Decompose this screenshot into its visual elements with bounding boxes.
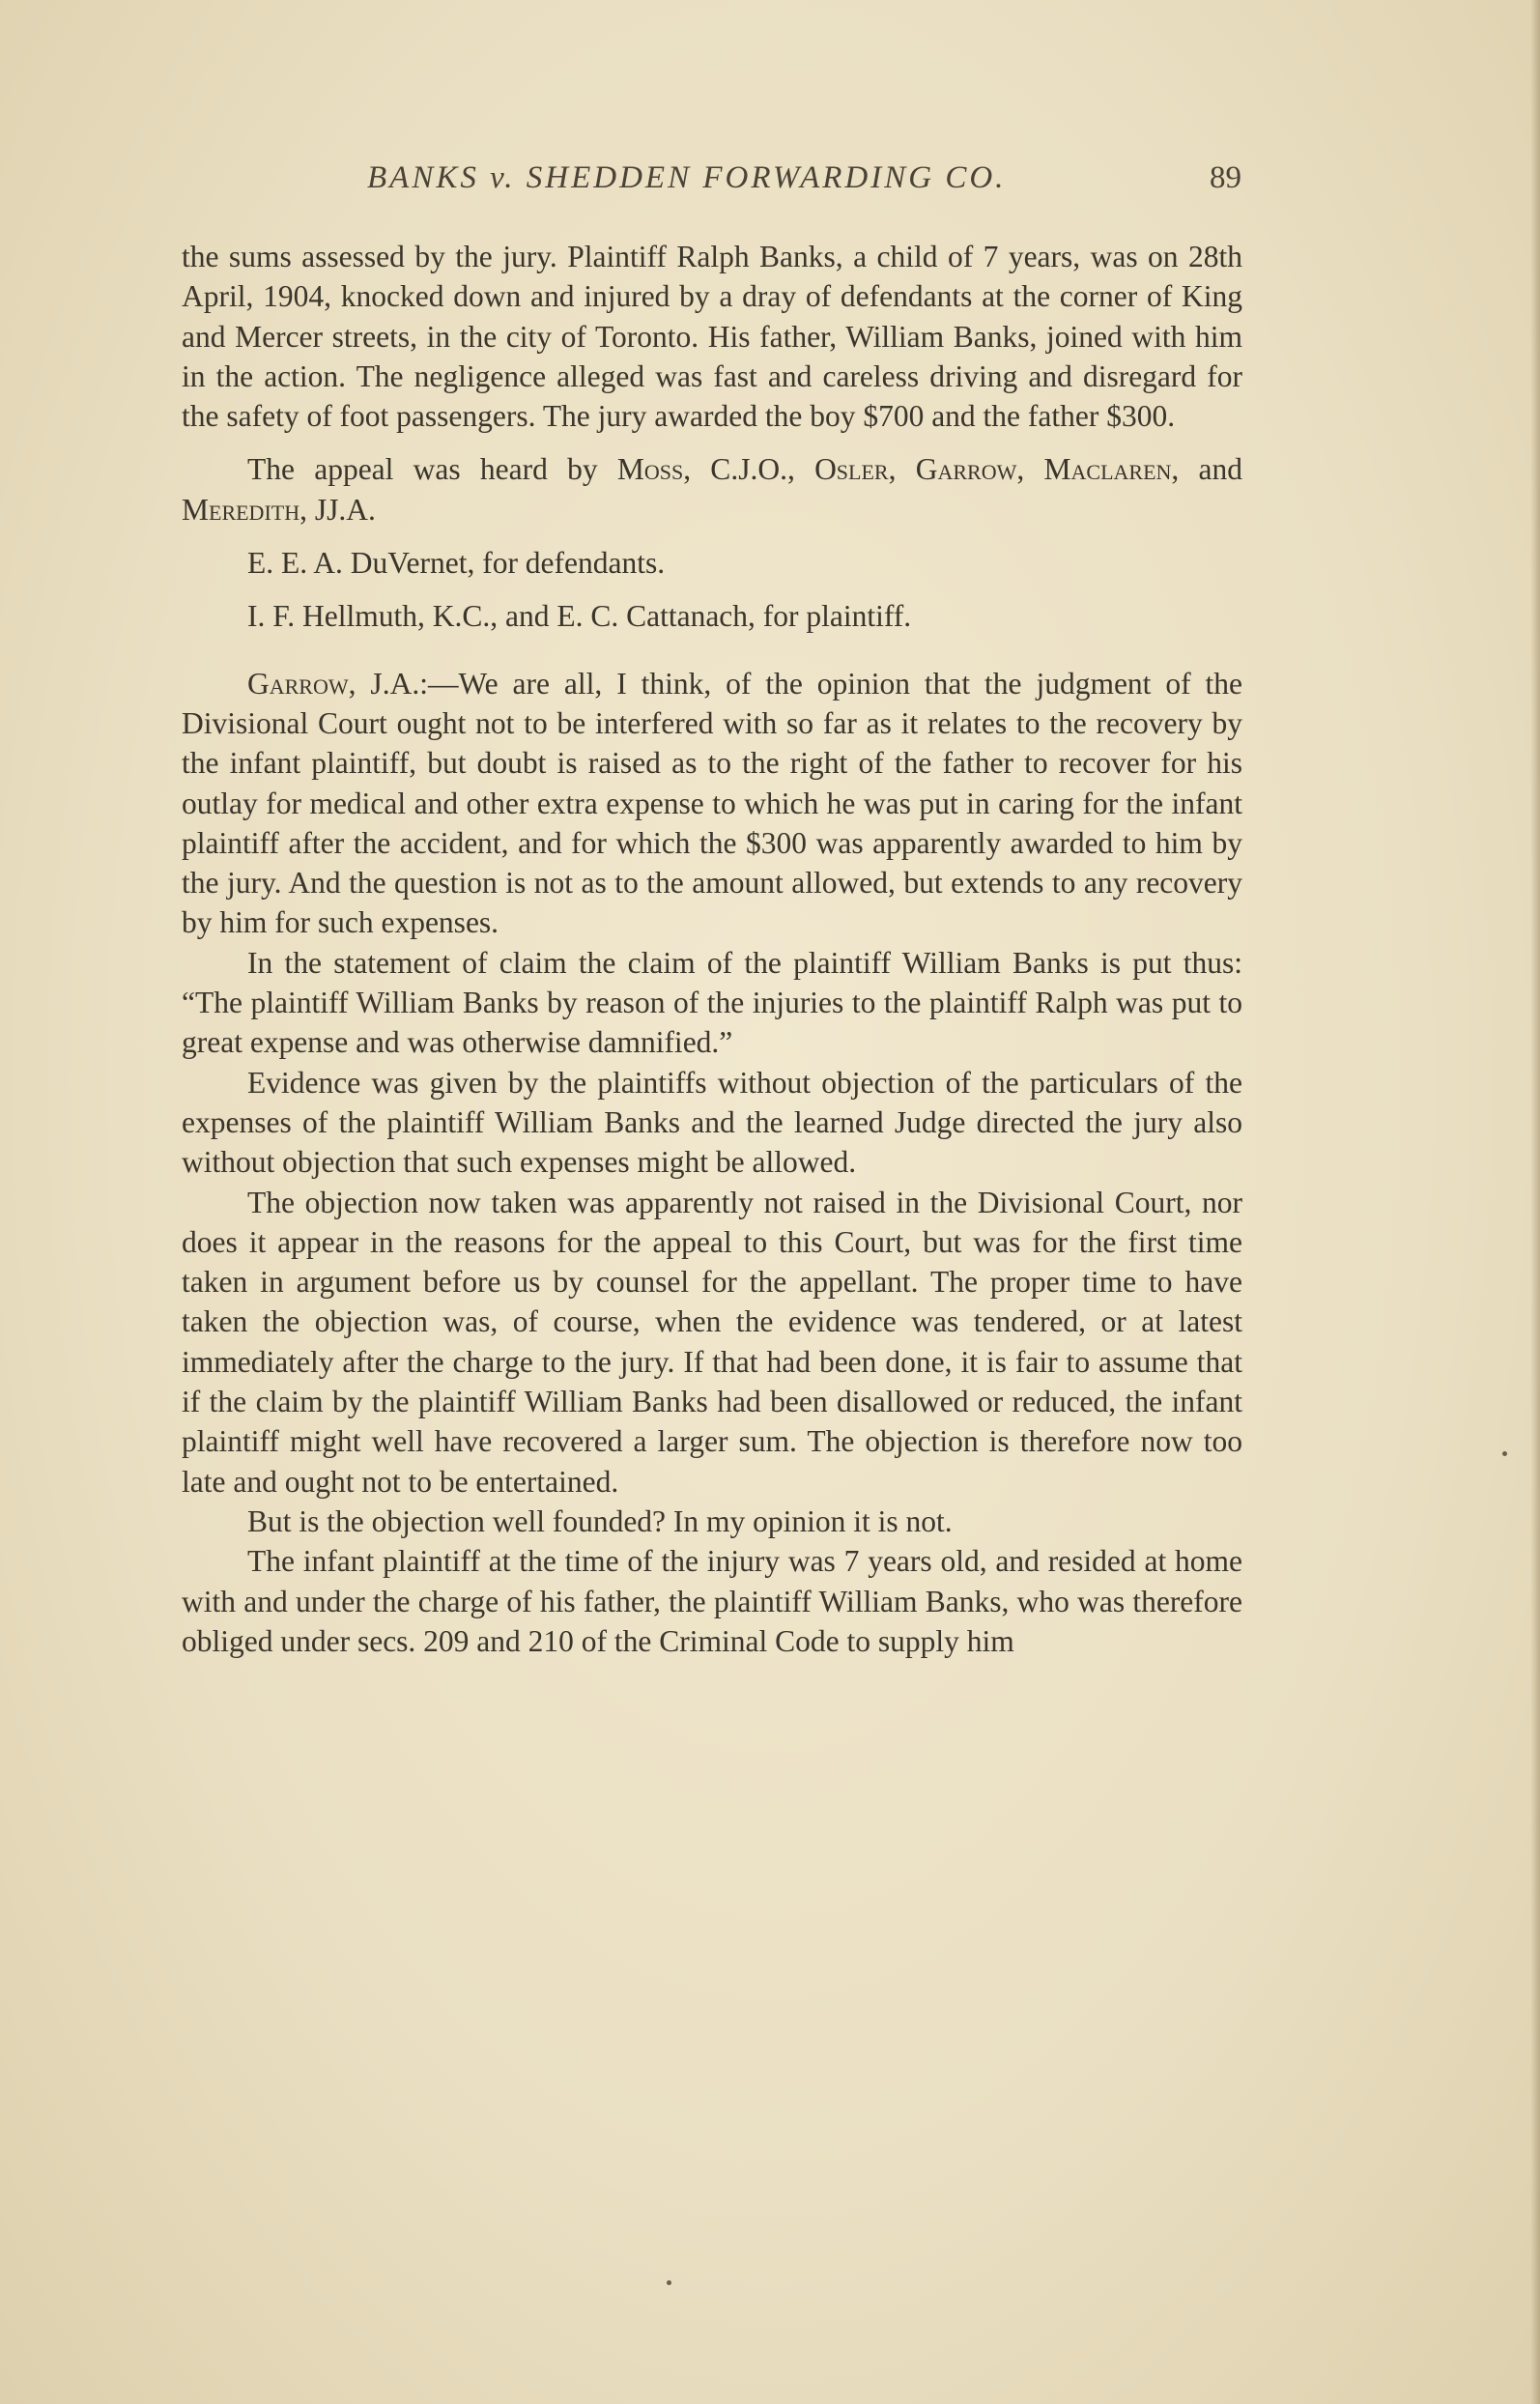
judge-osler: Osler: [814, 452, 889, 487]
paragraph-opinion-opening: [182, 664, 1242, 943]
paragraph-infant-plaintiff: The infant plaintiff at the time of the injury was 7 years old, and resided at home with and under the charge of his father, the plaintiff William Banks, who was therefore obliged under secs. 209 and 210 of the Criminal Code to supply him: [182, 1544, 1242, 1658]
page-body: [182, 237, 1242, 1661]
running-head: [348, 160, 1241, 207]
page-edge-shadow: [1530, 0, 1540, 2404]
paragraph-well-founded: But is the objection well founded? In my opinion it is not.: [247, 1503, 953, 1538]
counsel-plaintiff: I. F. Hellmuth, K.C., and E. C. Cattanach, for plaintiff.: [247, 599, 912, 634]
judge-garrow: Garrow: [915, 452, 1017, 487]
case-title: BANKS v. SHEDDEN FORWARDING CO.: [367, 160, 1007, 195]
opinion-author: Garrow: [247, 666, 349, 701]
paper-speck: [1502, 1451, 1507, 1456]
opinion-text: , J.A.:—We are all, I think, of the opinion that the judgment of the Divisional Court ought not to be interfered with so far as it relates to the recovery by the infant plaintiff, but doubt is raised as to the right of the father to recover for his outlay for medical and other extra expense to which he was put in caring for the infant plaintiff after the accident, and for which the $300 was apparently awarded to him by the jury. And the question is not as to the amount allowed, but extends to any recovery by him for such expenses.: [182, 666, 1242, 940]
paragraph-facts: the sums assessed by the jury. Plaintiff Ralph Banks, a child of 7 years, was on 28th April, 1904, knocked down and injured by a dray of defendants at the corner of King and Mercer streets, in the city of Toronto. His father, William Banks, joined with him in the action. The negligence alleged was fast and careless driving and disregard for the safety of foot passengers. The jury awarded the boy $700 and the father $300.: [182, 240, 1242, 434]
judge-moss: Moss: [616, 452, 684, 487]
page-number: 89: [1210, 160, 1241, 195]
paper-speck: [667, 2280, 671, 2285]
judge-moss-title: , C.J.O.,: [683, 452, 815, 487]
judge-separator: ,: [888, 452, 916, 487]
paragraph-appeal-heard: [182, 449, 1242, 529]
judge-separator: ,: [1016, 452, 1044, 487]
counsel-defendants: E. E. A. DuVernet, for defendants.: [247, 546, 666, 581]
paragraph-statement-of-claim: In the statement of claim the claim of the plaintiff William Banks is put thus: “The plaintiff William Banks by reason of the injuries to the plaintiff Ralph was put to great expense and was otherwise damnified.”: [182, 945, 1242, 1060]
appeal-heard-suffix: , JJ.A.: [299, 492, 376, 527]
appeal-heard-prefix: The appeal was heard by: [247, 452, 617, 487]
paragraph-objection: The objection now taken was apparently not raised in the Divisional Court, nor does it appear in the reasons for the appeal to this Court, but was for the first time taken in argument before us by counsel for the appellant. The proper time to have taken the objection was, of course, when the evidence was tendered, or at latest immediately after the charge to the jury. If that had been done, it is fair to assume that if the claim by the plaintiff William Banks had been disallowed or reduced, the infant plaintiff might well have recovered a larger sum. The objection is therefore now too late and ought not to be entertained.: [182, 1185, 1242, 1499]
paragraph-evidence: Evidence was given by the plaintiffs without objection of the particulars of the expenses of the plaintiff William Banks and the learned Judge directed the jury also without objection that such expenses might be allowed.: [182, 1065, 1242, 1180]
judge-maclaren: Maclaren: [1043, 452, 1172, 487]
judge-meredith: Meredith: [182, 492, 300, 527]
judge-separator: , and: [1171, 452, 1243, 487]
